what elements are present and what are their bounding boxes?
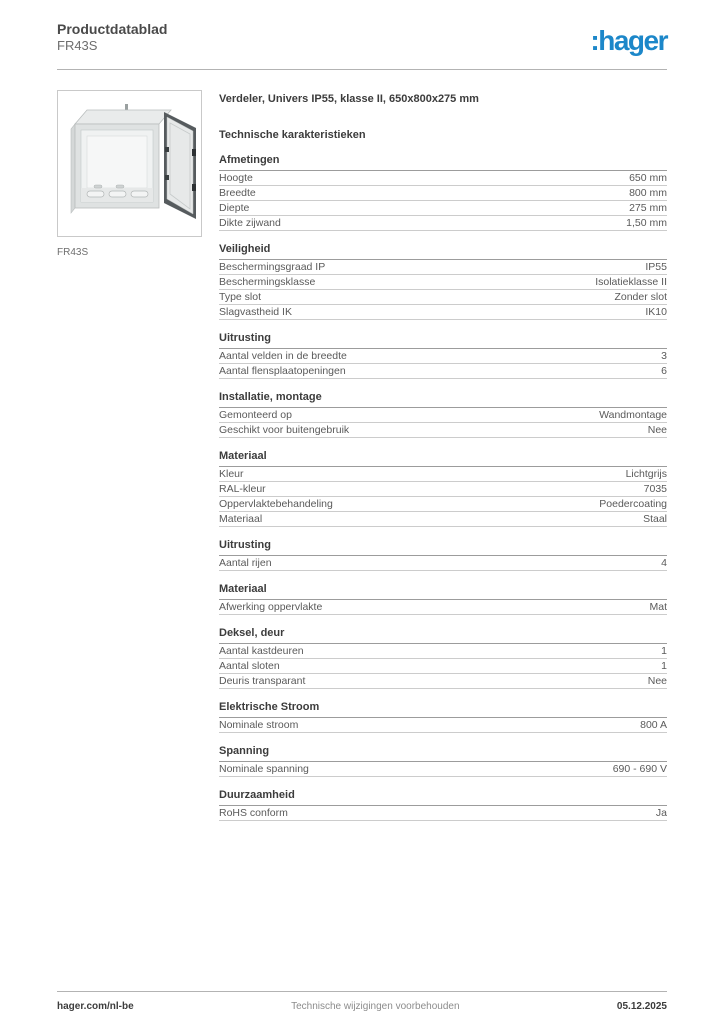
spec-section-duurzaamheid — [219, 789, 667, 821]
spec-label: Beschermingsgraad IP — [219, 261, 326, 274]
spec-section-title: Deksel, deur — [219, 627, 667, 644]
spec-section-title: Uitrusting — [219, 332, 667, 349]
spec-value: IP55 — [645, 261, 667, 274]
spec-label: Kleur — [219, 468, 244, 481]
spec-section-title: Materiaal — [219, 583, 667, 600]
spec-row — [219, 290, 667, 305]
spec-section-materiaal-1 — [219, 450, 667, 527]
product-image-caption: FR43S — [57, 247, 89, 259]
spec-label: Type slot — [219, 291, 262, 304]
spec-section-veiligheid — [219, 243, 667, 320]
header — [0, 0, 724, 55]
spec-section-deksel-deur — [219, 627, 667, 689]
spec-value: 7035 — [643, 483, 667, 496]
spec-section-title: Afmetingen — [219, 154, 667, 171]
spec-row — [219, 186, 667, 201]
spec-row — [219, 171, 667, 186]
hager-logo: :hager — [590, 25, 667, 56]
spec-section-afmetingen — [219, 154, 667, 231]
footer — [57, 991, 667, 1012]
spec-section-uitrusting-2 — [219, 539, 667, 571]
spec-value: Nee — [647, 424, 667, 437]
footer-date: 05.12.2025 — [616, 1001, 667, 1012]
spec-row — [219, 556, 667, 571]
spec-value: 690 - 690 V — [612, 763, 667, 776]
product-title: Verdeler, Univers IP55, klasse II, 650x800x275 mm — [219, 93, 479, 106]
spec-label: Beschermingsklasse — [219, 276, 316, 289]
page-title: Productdatablad — [57, 21, 168, 37]
spec-section-title: Duurzaamheid — [219, 789, 667, 806]
spec-label: Breedte — [219, 187, 256, 200]
spec-value: Isolatieklasse II — [595, 276, 667, 289]
spec-section-title: Materiaal — [219, 450, 667, 467]
spec-value: 4 — [661, 557, 667, 570]
spec-row — [219, 423, 667, 438]
footer-website-link[interactable]: hager.com/nl-be — [57, 1001, 134, 1012]
spec-label: Geschikt voor buitengebruik — [219, 424, 350, 437]
spec-label: Dikte zijwand — [219, 217, 281, 230]
spec-label: Hoogte — [219, 172, 253, 185]
product-image — [57, 90, 202, 237]
spec-row — [219, 600, 667, 615]
spec-section-materiaal-2 — [219, 583, 667, 615]
spec-section-title: Elektrische Stroom — [219, 701, 667, 718]
header-titles — [57, 20, 167, 55]
spec-value: Ja — [655, 807, 667, 820]
spec-label: Aantal kastdeuren — [219, 645, 304, 658]
spec-tables — [219, 90, 667, 833]
spec-section-elektrische-stroom — [219, 701, 667, 733]
spec-row — [219, 467, 667, 482]
spec-label: Materiaal — [219, 513, 263, 526]
spec-value: 6 — [661, 365, 667, 378]
spec-label: RAL-kleur — [219, 483, 266, 496]
spec-label: RoHS conform — [219, 807, 288, 820]
spec-row — [219, 216, 667, 231]
spec-label: Aantal sloten — [219, 660, 280, 673]
spec-label: Nominale spanning — [219, 763, 309, 776]
spec-value: 650 mm — [629, 172, 667, 185]
spec-value: Wandmontage — [599, 409, 667, 422]
spec-row — [219, 260, 667, 275]
spec-section-title: Spanning — [219, 745, 667, 762]
spec-value: 800 A — [640, 719, 667, 732]
spec-row — [219, 275, 667, 290]
spec-value: Nee — [647, 675, 667, 688]
spec-row — [219, 644, 667, 659]
spec-value: 275 mm — [629, 202, 667, 215]
spec-row — [219, 305, 667, 320]
spec-row — [219, 349, 667, 364]
spec-value: Poedercoating — [599, 498, 667, 511]
spec-section-spanning — [219, 745, 667, 777]
footer-disclaimer: Technische wijzigingen voorbehouden — [291, 1001, 460, 1012]
spec-row — [219, 659, 667, 674]
spec-value: IK10 — [645, 306, 667, 319]
spec-value: 800 mm — [629, 187, 667, 200]
spec-label: Aantal rijen — [219, 557, 272, 570]
main-content — [0, 70, 724, 833]
spec-section-uitrusting-1 — [219, 332, 667, 379]
specs-heading: Technische karakteristieken — [219, 129, 366, 142]
product-image-column — [57, 90, 202, 833]
spec-value: Zonder slot — [614, 291, 667, 304]
spec-row — [219, 497, 667, 512]
spec-label: Nominale stroom — [219, 719, 299, 732]
spec-label: Aantal velden in de breedte — [219, 350, 347, 363]
spec-row — [219, 674, 667, 689]
spec-label: Gemonteerd op — [219, 409, 292, 422]
spec-row — [219, 718, 667, 733]
spec-label: Afwerking oppervlakte — [219, 601, 323, 614]
spec-row — [219, 762, 667, 777]
spec-label: Oppervlaktebehandeling — [219, 498, 333, 511]
spec-row — [219, 512, 667, 527]
spec-section-title: Uitrusting — [219, 539, 667, 556]
spec-value: Lichtgrijs — [625, 468, 667, 481]
spec-value: Staal — [643, 513, 667, 526]
spec-value: 1 — [661, 660, 667, 673]
spec-label: Deuris transparant — [219, 675, 306, 688]
spec-section-title: Veiligheid — [219, 243, 667, 260]
spec-row — [219, 408, 667, 423]
spec-value: Mat — [649, 601, 667, 614]
spec-label: Slagvastheid IK — [219, 306, 292, 319]
spec-label: Aantal flensplaatopeningen — [219, 365, 346, 378]
enclosure-illustration — [58, 91, 201, 236]
spec-value: 1,50 mm — [626, 217, 667, 230]
spec-row — [219, 806, 667, 821]
spec-value: 3 — [661, 350, 667, 363]
spec-label: Diepte — [219, 202, 250, 215]
product-code: FR43S — [57, 38, 98, 54]
spec-row — [219, 482, 667, 497]
spec-value: 1 — [661, 645, 667, 658]
spec-row — [219, 201, 667, 216]
spec-row — [219, 364, 667, 379]
spec-section-title: Installatie, montage — [219, 391, 667, 408]
spec-section-installatie — [219, 391, 667, 438]
